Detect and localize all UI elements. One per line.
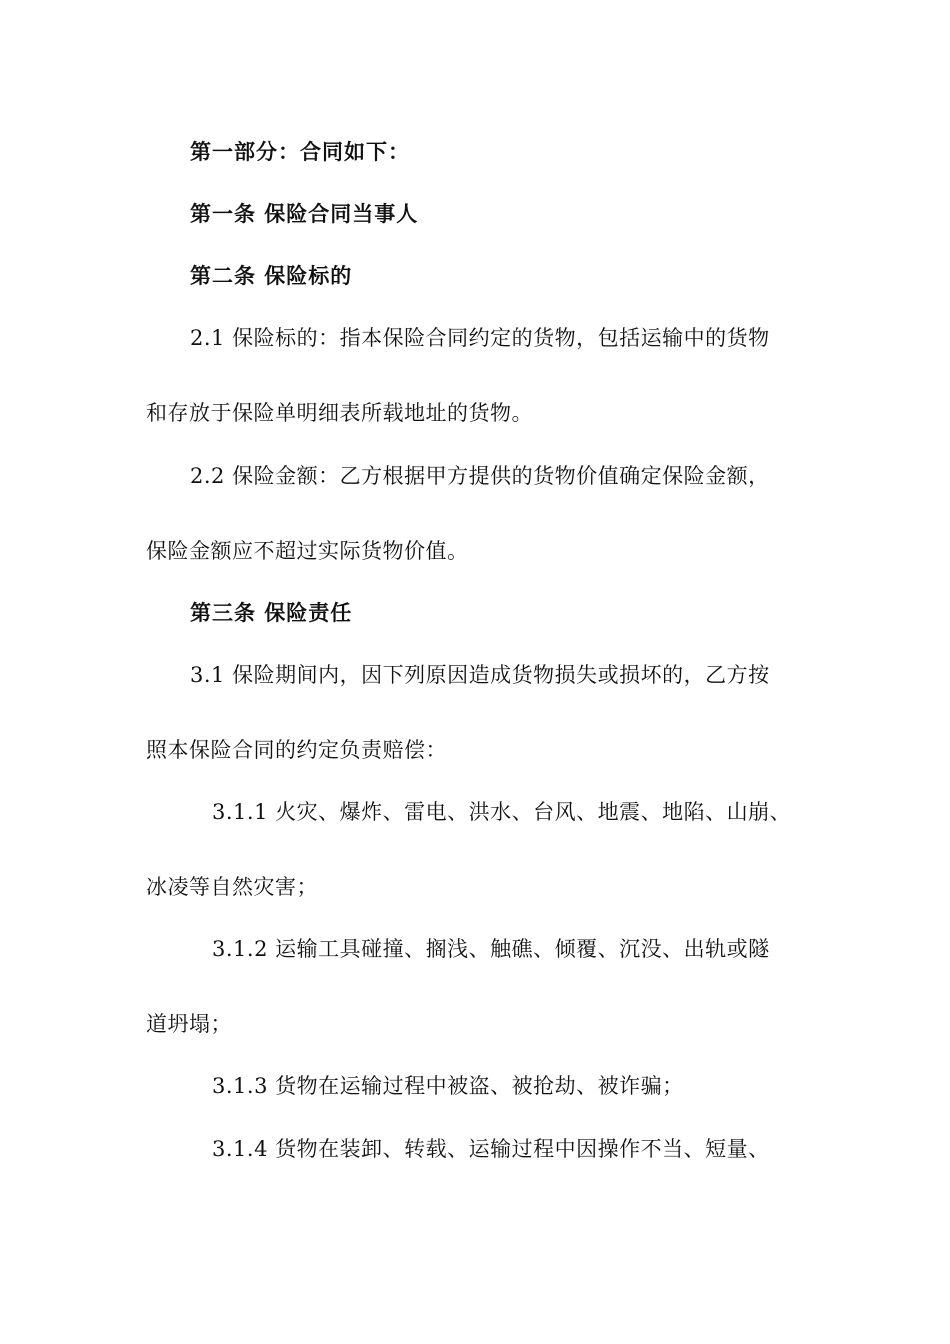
clause-3-1-2-line-1: 3.1.2 运输工具碰撞、搁浅、触礁、倾覆、沉没、出轨或隧 (212, 937, 770, 961)
clause-3-1-line-1: 3.1 保险期间内，因下列原因造成货物损失或损坏的，乙方按 (190, 663, 770, 687)
part-heading: 第一部分：合同如下： (190, 140, 410, 164)
article-1-heading: 第一条 保险合同当事人 (190, 202, 419, 226)
clause-3-1-3-line-1: 3.1.3 货物在运输过程中被盗、被抢劫、被诈骗； (212, 1074, 684, 1098)
clause-2-2-line-2: 保险金额应不超过实际货物价值。 (146, 539, 469, 563)
article-3-heading: 第三条 保险责任 (190, 601, 353, 625)
clause-3-1-1-line-1: 3.1.1 火灾、爆炸、雷电、洪水、台风、地震、地陷、山崩、 (212, 800, 792, 824)
article-2-heading: 第二条 保险标的 (190, 264, 353, 288)
clause-2-2-line-1: 2.2 保险金额：乙方根据甲方提供的货物价值确定保险金额， (190, 464, 770, 488)
clause-3-1-2-line-2: 道坍塌； (146, 1012, 232, 1036)
clause-3-1-line-2: 照本保险合同的约定负责赔偿： (146, 738, 447, 762)
clause-2-1-line-2: 和存放于保险单明细表所载地址的货物。 (146, 401, 533, 425)
clause-3-1-4-line-1: 3.1.4 货物在装卸、转载、运输过程中因操作不当、短量、 (212, 1137, 770, 1161)
clause-3-1-1-line-2: 冰凌等自然灾害； (146, 875, 318, 899)
clause-2-1-line-1: 2.1 保险标的：指本保险合同约定的货物，包括运输中的货物 (190, 326, 770, 350)
